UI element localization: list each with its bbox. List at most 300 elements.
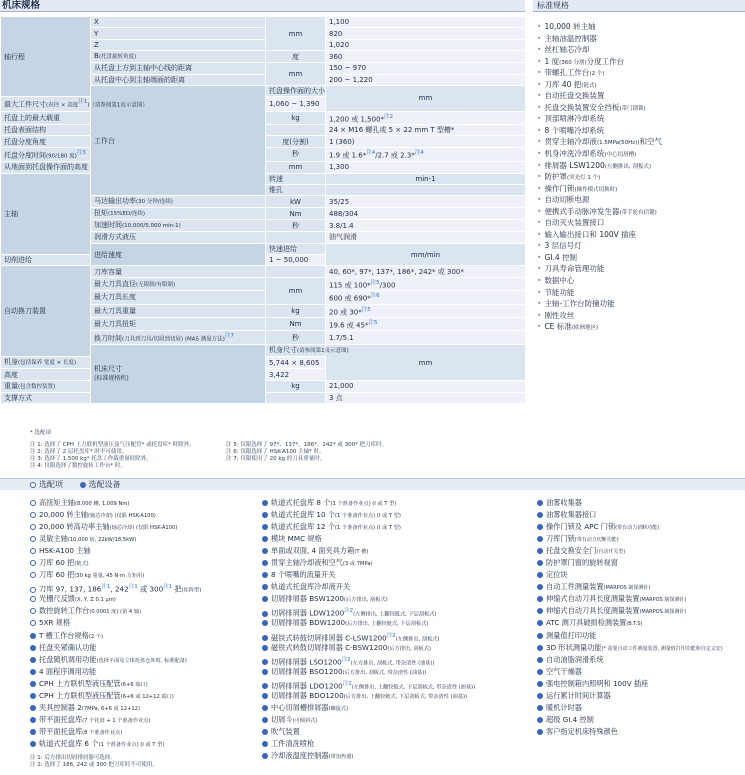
hollow-dot-icon [30, 482, 36, 488]
option-text: 切屑排屑器 BDW1200 [271, 618, 346, 628]
standard-item [537, 194, 745, 206]
option-text: 磁铁式转鼓切屑排屑器 C-BSW1200 [271, 642, 388, 652]
spec-item [266, 184, 326, 195]
standard-item [537, 206, 745, 218]
spec-item [266, 243, 326, 254]
spec-group-label: 机床尺寸 [94, 365, 122, 374]
note-ref: 注4 [366, 150, 376, 157]
spec-item [91, 51, 266, 63]
option-text: 4 面程序调用功能 [39, 666, 97, 676]
standard-item-text: 操作门锁 [544, 183, 575, 193]
spec-item [266, 345, 349, 357]
option-text: 暖机计时器 [546, 702, 582, 712]
option-item [262, 630, 527, 642]
spec-item [91, 63, 266, 74]
spec-item-note: (无限制/有限制) [136, 281, 176, 288]
filled-dot-icon [262, 524, 268, 530]
spec-unit: 度 [266, 51, 326, 63]
spec-value-text: 35/25 [329, 197, 350, 206]
spec-item-label: 从地面到托盘操作面的高度 [4, 163, 88, 172]
standard-item-text: 和空气 [639, 137, 662, 147]
spec-item-label: 高度 [4, 370, 18, 379]
standard-item-note: (操作模式切换时) [574, 186, 618, 193]
option-item [30, 690, 265, 702]
filled-dot-icon [537, 536, 543, 542]
spec-value [266, 357, 326, 369]
standard-item [537, 125, 745, 137]
option-note: (链式) [74, 561, 89, 568]
note-ref: 注5 [368, 319, 378, 326]
spec-unit: mm [266, 162, 326, 173]
filled-dot-icon [30, 669, 36, 675]
spec-item-label: 机身 [4, 358, 18, 367]
standard-item-text: 排屑器 LSW1200 [544, 160, 605, 170]
spec-unit: Nm [266, 208, 326, 220]
filled-dot-icon [537, 717, 543, 723]
filled-dot-icon [30, 681, 36, 687]
option-note: (1 个准备作业点) (I 或 T 型) [335, 513, 401, 520]
option-item [262, 702, 527, 714]
option-text: 8 个喷嘴的流量开关 [271, 570, 336, 580]
hollow-dot-icon [30, 620, 36, 626]
legend-option-device: 选配设备 [80, 480, 121, 489]
option-note: (0.0001 度) (第 4 轴) [89, 609, 142, 616]
standard-item [537, 148, 745, 160]
note-ref: 注4 [414, 150, 424, 157]
spec-value [326, 304, 526, 317]
standard-item-text: 刀具寿命管理功能 [544, 264, 605, 274]
spec-unit: 秒 [266, 147, 326, 161]
option-text: 超级 GI.4 控制 [546, 714, 594, 724]
spec-group [1, 266, 91, 357]
spec-item-note: (90/180 度) [46, 153, 77, 160]
filled-dot-icon [537, 657, 543, 663]
spec-value-text: 600 或 690* [329, 294, 371, 303]
option-item [30, 654, 265, 666]
standard-item [537, 171, 745, 183]
standard-item-text: 自动灭火装置接口 [544, 218, 605, 228]
option-item [537, 497, 745, 509]
spec-value [326, 51, 526, 63]
option-text: 吹气装置 [271, 726, 300, 736]
option-text: 刀库 97, 137, 186 [39, 584, 102, 594]
option-item [537, 702, 745, 714]
filled-dot-icon [537, 524, 543, 530]
standard-item-text: 丝杠轴芯冷却 [544, 45, 590, 55]
spec-value-text: 3 点 [329, 394, 343, 403]
filled-dot-icon [537, 729, 543, 735]
spec-unit: mm [266, 277, 326, 304]
filled-dot-icon [262, 584, 268, 590]
option-text: 轨道式托盘库冷却液开关 [271, 582, 351, 592]
option-text: 切屑排屑器 LSO1200 [271, 657, 342, 666]
spec-value [326, 232, 526, 243]
option-note: (MARPOS 制探测针) [603, 585, 651, 592]
option-item [30, 617, 265, 629]
spec-value [266, 255, 326, 266]
option-item [537, 545, 745, 557]
spec-group-label: 轴行程 [4, 52, 25, 61]
spec-value [326, 392, 526, 403]
spec-group-sub: (标准规格机) [94, 375, 129, 383]
spec-item-label: 加速时间 [94, 221, 122, 230]
note-ref: 注7 [224, 333, 234, 340]
standard-item-text: 机身冲洗冷却系统 [544, 149, 605, 159]
spec-value [326, 220, 526, 232]
spec-item [1, 97, 148, 111]
spec-value [326, 74, 526, 85]
option-item [537, 690, 745, 702]
option-note: (螺旋式) [328, 705, 349, 712]
option-text: 防护罩门窗的旋转视窗 [546, 558, 618, 568]
filled-dot-icon [262, 741, 268, 747]
spec-item-note: (包括保养 宽度 × 长度) [18, 360, 77, 367]
option-text: 测量值打印功能 [546, 630, 597, 640]
option-item [30, 702, 265, 714]
standard-item [537, 136, 745, 148]
option-note: (轴芯冷却) (仅限 HSK-A100) [109, 525, 178, 532]
standard-item [537, 298, 745, 310]
option-text: 刀库门锁 [546, 534, 575, 544]
option-text: 切屑排屑器 BSW1200 [271, 594, 344, 604]
spec-item-note: (刀具到刀具/切屑到切屑) (MAS 测量方法) [122, 336, 225, 343]
spec-item-label: 转速 [269, 174, 283, 183]
option-item [537, 630, 745, 642]
spec-item-label: 托盘分度时间 [4, 151, 46, 160]
option-note: (左侧排出, 上翻铰链式, 下层刮板式) [353, 611, 437, 618]
option-item [537, 569, 745, 581]
spec-item-label: 最大刀具直径 [94, 279, 136, 288]
filled-dot-icon [537, 693, 543, 699]
spec-item [1, 162, 91, 173]
option-item [262, 726, 527, 738]
filled-dot-icon [537, 572, 543, 578]
standard-item-text: 3 层信号灯 [544, 241, 582, 251]
filled-dot-icon [537, 500, 543, 506]
spec-row [1, 266, 526, 277]
filled-dot-icon [262, 659, 268, 665]
option-item [537, 509, 745, 521]
option-note: (选择平面及立体托盘仓库时, 标准配备) [96, 657, 187, 664]
standard-spec-list [537, 21, 745, 333]
note-ref: 注1 [101, 584, 111, 591]
filled-dot-icon [262, 536, 268, 542]
spec-value [326, 63, 526, 74]
note-line: 注 4: 仅限选择了数控旋转工作台* 时。 [30, 463, 126, 469]
hollow-dot-icon [30, 536, 36, 542]
option-text: 把 [172, 584, 182, 594]
option-note: (8,000 轉, 1,009 Nm) [74, 501, 130, 507]
option-text: 带平面托盘库 [39, 726, 83, 736]
spec-item-label: 重量 [4, 381, 18, 390]
spec-value [326, 208, 526, 220]
option-item [262, 750, 527, 762]
option-item [262, 521, 527, 533]
option-item [30, 593, 265, 605]
option-text: 高扭矩主轴 [39, 498, 75, 507]
standard-item-note: (欧洲地区) [571, 325, 599, 332]
option-text: 轨道式托盘库 12 个 [271, 522, 336, 532]
option-note: (30 kg 重量, 45 N·m 力矩用) [74, 573, 145, 580]
spec-unit: 秒 [266, 220, 326, 232]
filled-dot-icon [80, 482, 86, 488]
spec-item-note: (托盘旋转角度) [98, 54, 137, 61]
standard-item [537, 275, 745, 287]
standard-item [537, 263, 745, 275]
option-item [30, 642, 265, 654]
filled-dot-icon [262, 683, 268, 689]
spec-item [91, 331, 266, 345]
spec-group [1, 173, 91, 255]
option-item [30, 581, 265, 593]
note-ref: 注1 [78, 99, 88, 106]
spec-unit: 秒 [266, 331, 326, 345]
option-note: (10,000 转, 22kW/18.5kW) [67, 537, 137, 544]
spec-item-label: 托盘表面结构 [4, 126, 46, 135]
spec-item-label: 切削进给 [4, 256, 32, 265]
option-text: 刀库 60 把 [39, 558, 75, 568]
option-item [262, 581, 527, 593]
spec-item [91, 74, 266, 85]
hollow-dot-icon [30, 524, 36, 530]
standard-item-note: (中心切屑槽) [604, 152, 637, 159]
option-note: (可倾斜式) [292, 717, 318, 724]
spec-item-label: 从托盘中心到主轴端面的距离 [94, 75, 185, 84]
spec-unit [266, 392, 326, 403]
filled-dot-icon [537, 548, 543, 554]
option-text: 切屑排屑器 BSO1200 [271, 666, 343, 676]
option-note: (3 或 7MPa) [342, 561, 373, 568]
spec-value-text: 40, 60*, 97*, 137*, 186*, 242* 或 300* [329, 267, 464, 276]
spec-item-label: 最大刀具重量 [94, 306, 136, 315]
standard-item [537, 90, 745, 102]
option-text: 工件清洗喷枪 [271, 738, 315, 748]
spec-unit: kg [266, 304, 326, 317]
option-item [30, 714, 265, 726]
spec-value [326, 17, 526, 28]
standard-item [537, 229, 745, 241]
standard-item [537, 33, 745, 45]
spec-value-text: 360 [329, 52, 343, 61]
spec-value-text: 1 ~ 50,000 [269, 256, 309, 265]
spec-item [91, 317, 266, 330]
option-note: (带有动力切断功能) [574, 537, 619, 544]
standard-item-text: 数据中心 [544, 276, 575, 286]
option-note: (左方排出, 刮板式, 带杂渣性 (油基)) [350, 660, 435, 666]
hollow-dot-icon [30, 596, 36, 602]
option-legend [0, 478, 745, 490]
standard-item-note: (带手轮有信键) [619, 209, 657, 216]
filled-dot-icon [262, 635, 268, 641]
spec-unit: mm [326, 85, 526, 111]
filled-dot-icon [262, 611, 268, 617]
standard-item-text: CE 标准 [544, 322, 572, 332]
option-note: (1 个准备作业点) (I 或 T 型) [335, 525, 401, 532]
option-text: 3D 形状测量功能 [546, 642, 602, 652]
spec-item [266, 173, 326, 184]
option-text: 托盘交换安全门 [546, 546, 597, 556]
spec-value-text: 1,020 [329, 40, 350, 49]
spec-item-label: 锥孔 [269, 186, 283, 195]
option-text: 油雾收集器 [546, 498, 582, 507]
option-item [537, 642, 745, 654]
footnote: 注 1: 后方排出切屑排屑器可选择。 [30, 755, 116, 761]
standard-item-text: 10,000 转主轴 [544, 22, 596, 31]
standard-item-note: (带门锁锁) [619, 105, 646, 112]
standard-item-text: 1 度 [544, 56, 560, 66]
filled-dot-icon [30, 717, 36, 723]
standard-item [537, 56, 745, 68]
spec-item [91, 196, 266, 208]
spec-value-text: 3,422 [269, 370, 290, 379]
option-text: HSK-A100 主轴 [39, 546, 91, 556]
filled-dot-icon [262, 669, 268, 675]
spec-value-text: 1,100 [329, 18, 350, 27]
spec-value [326, 162, 526, 173]
option-item [30, 569, 265, 581]
option-item [537, 593, 745, 605]
spec-value [326, 196, 526, 208]
standard-item-text: 8 个喷嘴冷却系统 [544, 125, 605, 135]
option-text: 油雾收集器接口 [546, 510, 597, 520]
spec-row [1, 17, 526, 28]
spec-value-text: /300 [379, 281, 396, 290]
option-item [537, 714, 745, 726]
option-note: (7MPa, 6+6 或 12+12) [81, 705, 140, 712]
spec-value [326, 147, 526, 161]
option-text: 伸缩式自动刀具长度测量装置 [546, 606, 640, 616]
spec-unit [266, 232, 326, 243]
spec-item [1, 111, 91, 124]
spec-value-text: 1 (360) [329, 137, 355, 146]
spec-item-note: (15%ED/连续) [108, 211, 146, 218]
option-item [30, 521, 265, 533]
filled-dot-icon [30, 657, 36, 663]
option-note: (矩阵型) [181, 587, 202, 594]
notes-title: * 选配项 [30, 430, 51, 436]
spec-value-text: 24 × M16 螺孔或 5 × 22 mm T 型槽* [329, 126, 455, 135]
filled-dot-icon [262, 693, 268, 699]
option-text: 模块 MMC 规格 [271, 534, 322, 544]
option-item [537, 581, 745, 593]
filled-dot-icon [537, 633, 543, 639]
standard-item-text: 带螺孔工作台 [544, 68, 590, 78]
spec-item [1, 255, 91, 266]
spec-table-container [0, 16, 525, 404]
option-note: (后方排出, 刮板式, 带杂渣性 (油基)) [342, 669, 427, 676]
option-item [262, 714, 527, 726]
filled-dot-icon [537, 620, 543, 626]
filled-dot-icon [262, 596, 268, 602]
option-note: (6+6 或 12+12 端口) [120, 693, 174, 700]
note-ref: 注2 [342, 680, 352, 687]
standard-item-text: 便携式手动脉冲发生器 [544, 206, 620, 216]
spec-item-note: (10,000/5,000 min-1) [122, 223, 181, 230]
spec-section-title: 机床规格 [0, 0, 525, 12]
spec-item-label: B [94, 52, 99, 61]
spec-value [266, 97, 326, 111]
standard-item-note: (左侧排出, 刮板式) [604, 163, 652, 170]
standard-item-note: (突光灯 1 个) [566, 175, 601, 182]
spec-value-text: 油气润滑 [329, 233, 357, 242]
option-item [30, 497, 265, 509]
option-text: 客户指定机床特殊颜色 [546, 726, 618, 736]
option-item [537, 533, 745, 545]
option-text: 轨道式托盘库 6 个 [39, 738, 99, 748]
option-note: (带加热器) [328, 753, 354, 760]
spec-item-label: 最大刀具长度 [94, 293, 136, 302]
spec-item-note: (包含数控装置) [18, 383, 56, 390]
spec-item-label: 扭矩 [94, 209, 108, 218]
filled-dot-icon [262, 500, 268, 506]
note-line: 注 2: 选择了 2 层托盘库* 时不可使用。 [30, 449, 128, 455]
filled-dot-icon [262, 620, 268, 626]
option-text: 和空气 [321, 558, 343, 568]
option-note: (B.T.S) [626, 621, 643, 628]
standard-item [537, 113, 745, 125]
option-item [262, 617, 527, 629]
standard-item [537, 321, 745, 333]
spec-value [326, 291, 526, 304]
hollow-dot-icon [30, 560, 36, 566]
spec-table [0, 16, 526, 404]
spec-item [91, 39, 266, 50]
option-text: 带平面托盘库 [39, 714, 83, 724]
option-note: (MARPOS 制探测针) [639, 609, 687, 616]
standard-item-text: 刀库 40 把 [544, 79, 582, 89]
filled-dot-icon [537, 681, 543, 687]
option-text: 夹具控制器 2 [39, 702, 82, 712]
standard-item-note: (360 分割) [559, 59, 587, 66]
spec-item [1, 369, 91, 380]
spec-item [91, 232, 266, 243]
spec-value [326, 331, 526, 345]
filled-dot-icon [262, 548, 268, 554]
option-item [30, 738, 265, 750]
spec-value-text: 20 或 30* [329, 307, 362, 316]
spec-item [1, 125, 91, 136]
note-ref: 注3 [76, 149, 86, 156]
standard-item [537, 217, 745, 229]
option-item [262, 593, 527, 605]
option-note: (1 个准备作业点) (I 或 T 型) [98, 741, 165, 748]
standard-item-note: (链式) [581, 82, 597, 89]
option-text: 磁铁式转鼓切屑排屑器 C-LSW1200 [271, 632, 387, 642]
option-note: (X, Y, Z 0.1 μm) [74, 597, 116, 604]
note-ref: 注2 [344, 608, 354, 615]
option-text: 强电控制箱内照明和 100V 插座 [546, 678, 649, 688]
filled-dot-icon [30, 705, 36, 711]
spec-item-label: 快速进给 [269, 244, 297, 253]
filled-dot-icon [537, 705, 543, 711]
option-note: (6+6 端口) [120, 681, 148, 688]
spec-item-label: Z [94, 40, 99, 49]
options-column-1 [30, 497, 265, 750]
spec-item [91, 266, 266, 277]
spec-value-text: 1.9 或 1.6* [329, 151, 367, 160]
note-ref: 注5 [370, 279, 380, 286]
standard-item-text: 主轴-工作台防撞功能 [544, 299, 615, 309]
option-note: (后方排出, 刮板式) [387, 645, 431, 652]
standard-item [537, 67, 745, 79]
spec-group-label: 进给速度 [94, 250, 122, 259]
option-footnotes [30, 755, 158, 768]
spec-unit: kg [266, 380, 326, 392]
spec-item [1, 380, 91, 392]
filled-dot-icon [262, 560, 268, 566]
option-item [537, 654, 745, 666]
standard-item [537, 44, 745, 56]
